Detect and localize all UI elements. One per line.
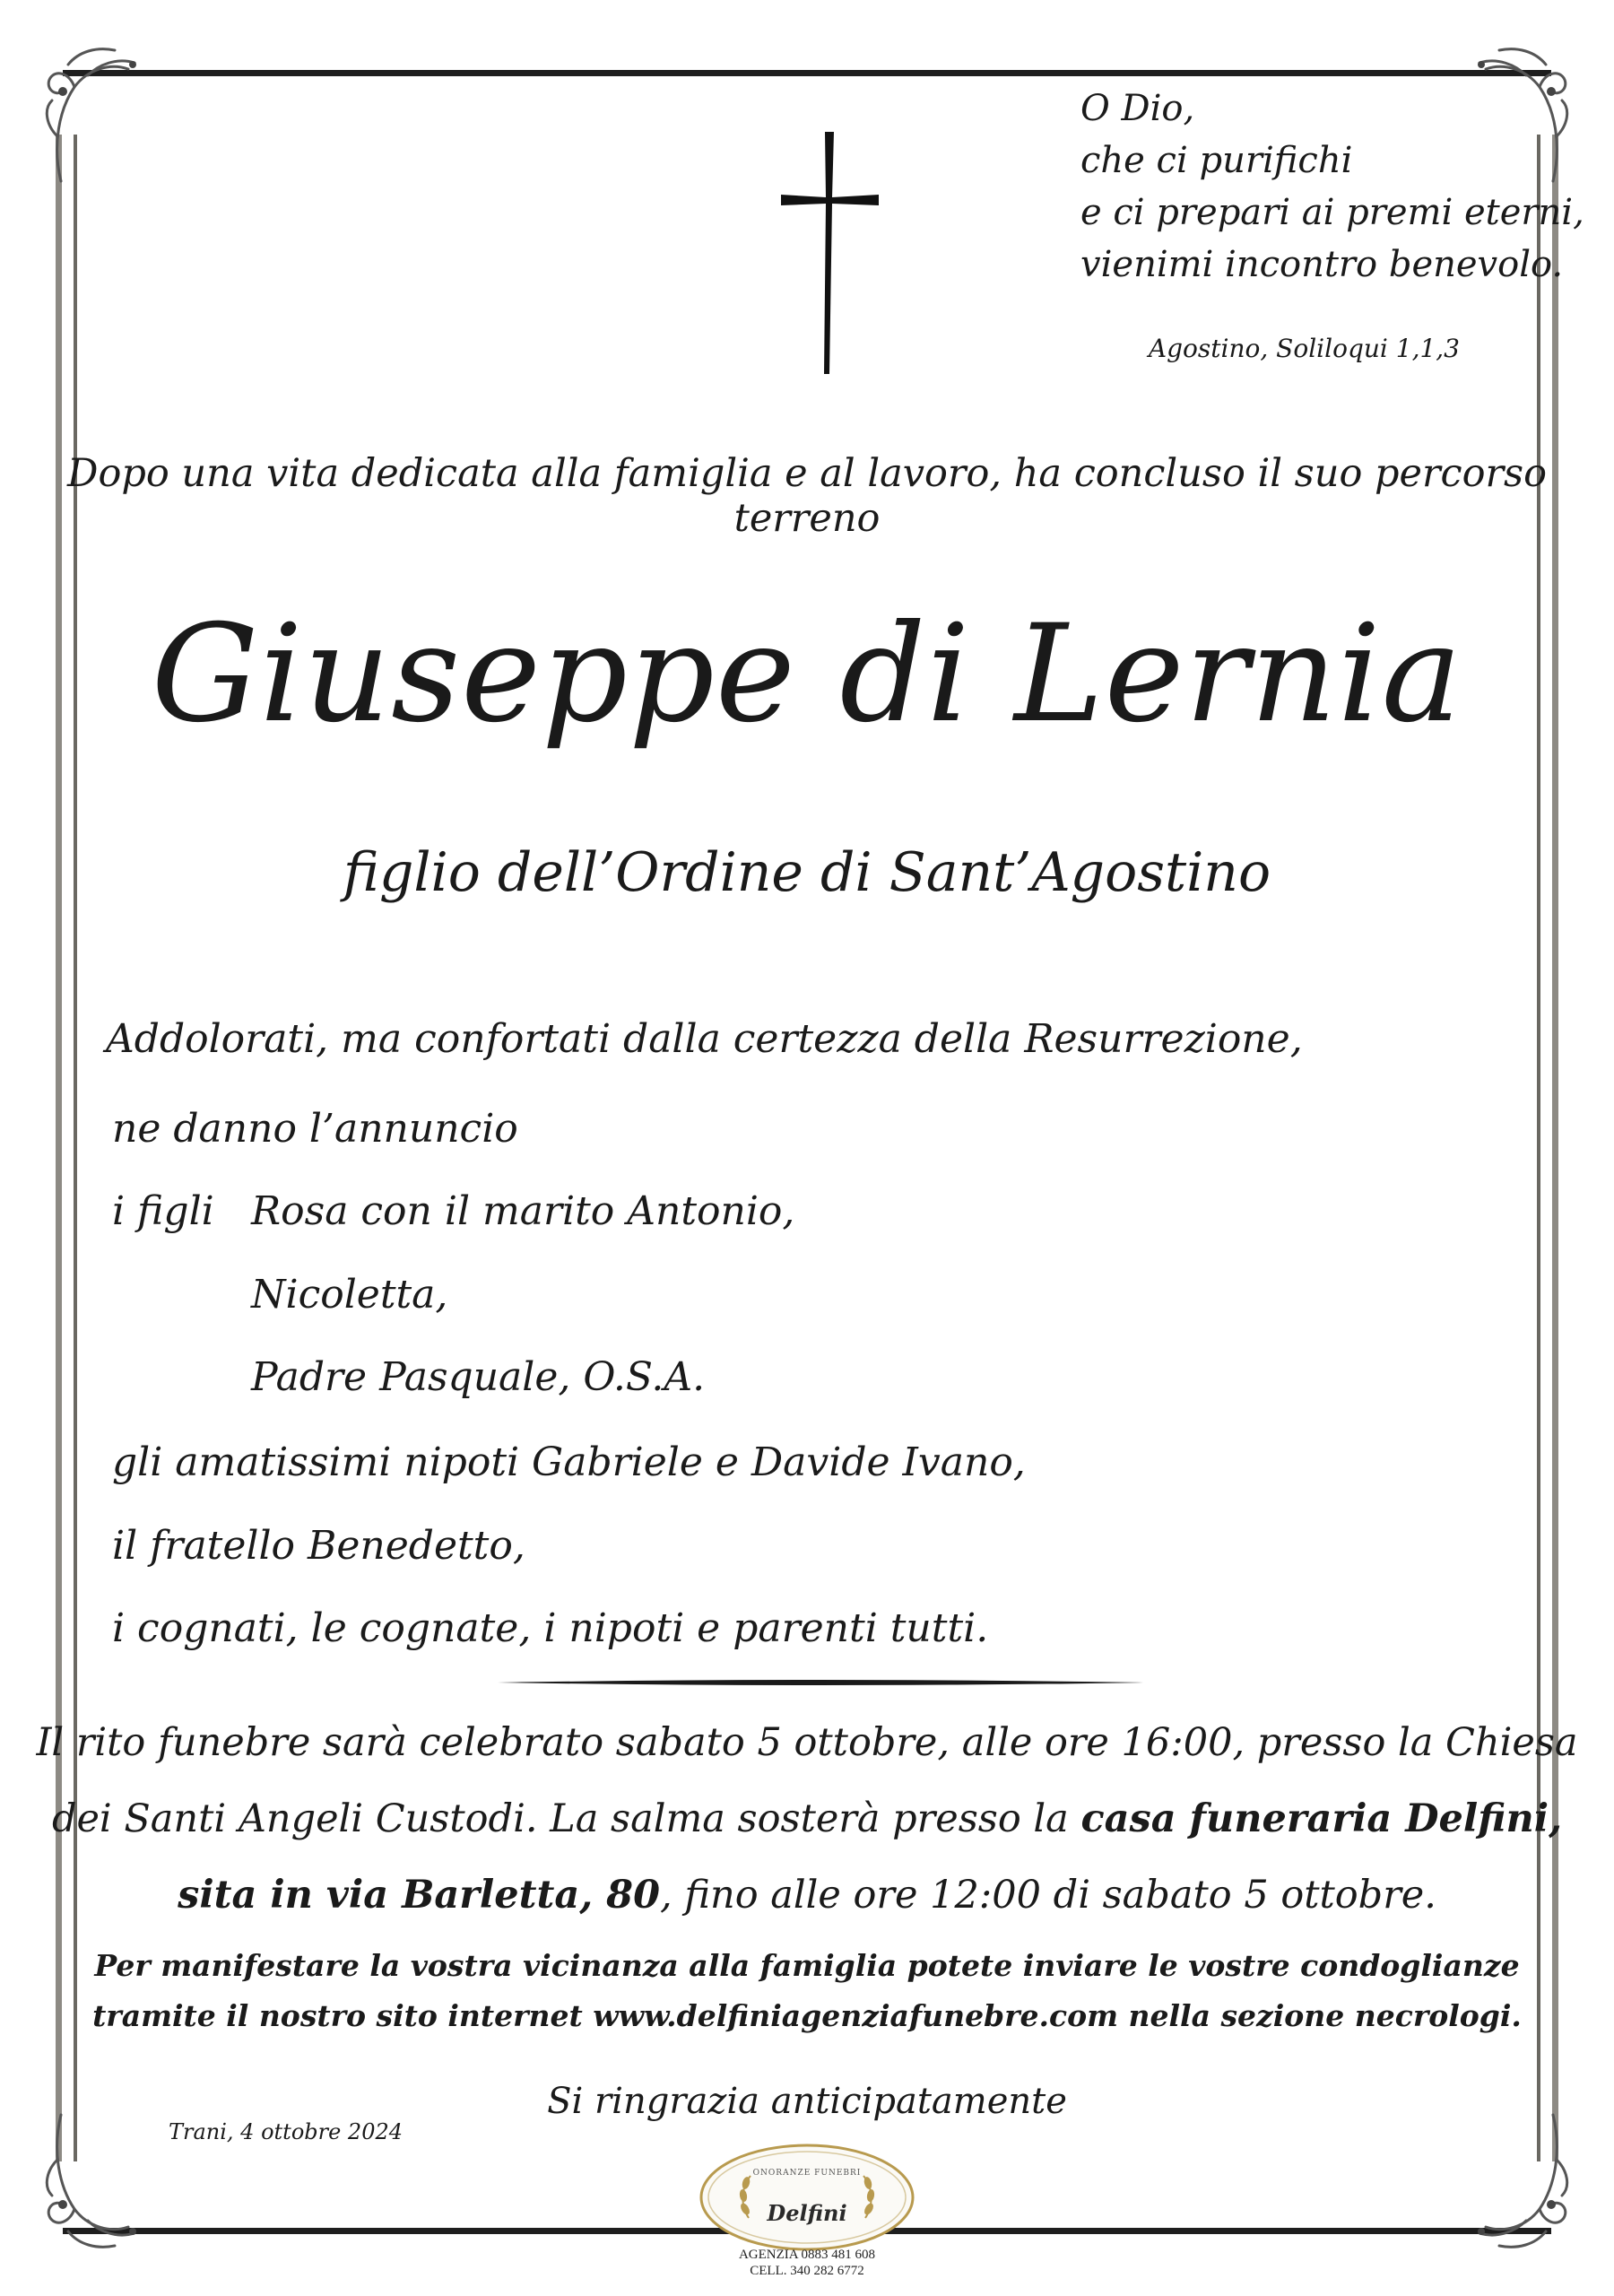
funeral-home-name: casa funeraria Delfini, [1080,1796,1563,1841]
frame-top-border [63,70,1551,76]
announcement-line: Addolorati, ma confortati dalla certezza della Resurrezione, [106,1016,1303,1062]
rite-text: , fino alle ore 12:00 di sabato 5 ottobre. [660,1873,1436,1918]
condolence-notice: Per manifestare la vostra vicinanza alla famiglia potete inviare le vostre condoglianze [94,1948,1520,1983]
section-divider [498,1679,1143,1686]
quote-line: e ci prepari ai premi eterni, [1080,192,1584,233]
rite-text: dei Santi Angeli Custodi. La salma sosterà presso la [51,1796,1081,1841]
frame-left-inner-border [74,135,77,2161]
frame-right-inner-border [1537,135,1540,2161]
cell-phone: CELL. 340 282 6772 [750,2264,864,2278]
funeral-home-address: sita in via Barletta, 80 [178,1873,660,1918]
rite-line [0,1873,1614,1918]
corner-ornament-icon [34,2106,151,2258]
frame-left-border [56,135,62,2161]
cross-icon [778,130,881,377]
grandchildren-line: gli amatissimi nipoti Gabriele e Davide Ivano, [112,1439,1026,1485]
thanks-text: Si ringrazia anticipatamente [547,2081,1067,2122]
agency-phone: AGENZIA 0883 481 608 [738,2248,876,2262]
announcement-line: ne danno l’annuncio [112,1106,518,1152]
child-name: Rosa con il marito Antonio, [251,1188,795,1234]
brother-line: il fratello Benedetto, [112,1523,525,1569]
child-name: Nicoletta, [251,1272,448,1318]
child-name: Padre Pasquale, O.S.A. [251,1354,706,1400]
quote-line: che ci purifichi [1080,140,1353,181]
logo-tagline: ONORANZE FUNEBRI [752,2169,862,2178]
frame-right-border [1552,135,1558,2161]
quote-line: vienimi incontro benevolo. [1080,244,1564,285]
relatives-line: i cognati, le cognate, i nipoti e parenti tutti. [112,1605,989,1651]
deceased-subtitle: figlio dell’Ordine di Sant’Agostino [343,841,1271,904]
rite-line [0,1796,1614,1841]
deceased-name: Giuseppe di Lernia [151,596,1463,752]
place-date: Trani, 4 ottobre 2024 [169,2119,404,2144]
quote-line: O Dio, [1080,88,1195,129]
scripture-quote [1080,83,1584,291]
intro-text: Dopo una vita dedicata alla famiglia e al lavoro, ha concluso il suo percorso terreno [66,451,1548,541]
logo-brand: Delfini [767,2200,847,2226]
rite-line: Il rito funebre sarà celebrato sabato 5 ottobre, alle ore 16:00, presso la Chiesa [36,1720,1578,1765]
quote-source: Agostino, Soliloqui 1,1,3 [1148,334,1460,363]
children-label: i figli [112,1188,214,1234]
condolence-notice: tramite il nostro sito internet www.delfiniagenziafunebre.com nella sezione necrologi. [92,1998,1522,2033]
corner-ornament-icon [1463,2106,1580,2258]
corner-ornament-icon [34,38,151,190]
